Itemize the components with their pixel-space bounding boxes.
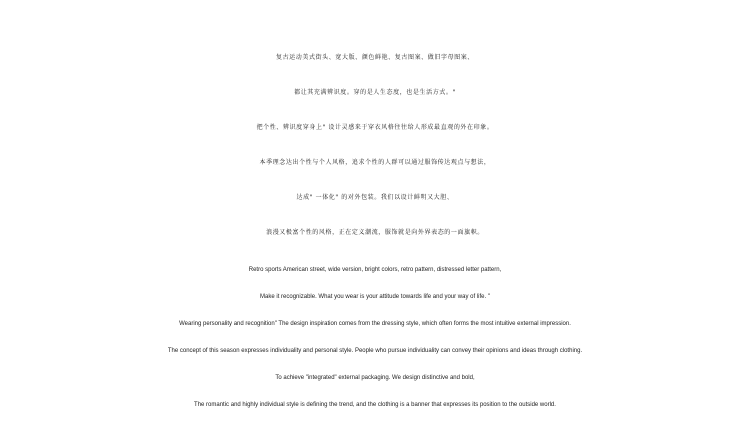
english-paragraph (0, 257, 750, 419)
chinese-paragraph (0, 40, 750, 250)
english-line-4: The concept of this season expresses individuality and personal style. People who pursue individuality can convey their opinions and ideas through clothing. (167, 348, 583, 354)
english-line-1: Retro sports American street, wide version, bright colors, retro pattern, distressed letter pattern, (248, 267, 502, 273)
english-line-6: The romantic and highly individual style is defining the trend, and the clothing is a banner that expresses its position to the outside world. (194, 402, 556, 408)
chinese-line-3: 把个性、辨识度穿身上" 设计灵感来于穿衣风格往往给人形成最直观的外在印象。 (256, 124, 494, 131)
chinese-line-5: 达成" 一体化" 的对外包装。我们以设计鲜明又大胆、 (296, 194, 454, 201)
english-line-2: Make it recognizable. What you wear is your attitude towards life and your way of life. " (260, 294, 490, 300)
chinese-line-1: 复古运动美式街头、宽大版、颜色鲜艳、复古图案、做旧字母图案、 (275, 54, 474, 61)
chinese-line-4: 本季理念达出个性与个人风格，追求个性的人群可以通过服饰传达观点与想法， (259, 159, 491, 166)
english-line-5: To achieve "integrated" external packaging. We design distinctive and bold, (275, 375, 475, 381)
chinese-line-2: 都让其充满辨识度。穿的是人生态度，也是生活方式。" (294, 89, 456, 96)
english-line-3: Wearing personality and recognition" The design inspiration comes from the dressing style, which often forms the most intuitive external impression. (179, 321, 571, 327)
chinese-line-6: 浪漫又极富个性的风格，正在定义潮流，服饰就是向外界表态的一面旗帜。 (266, 229, 484, 236)
